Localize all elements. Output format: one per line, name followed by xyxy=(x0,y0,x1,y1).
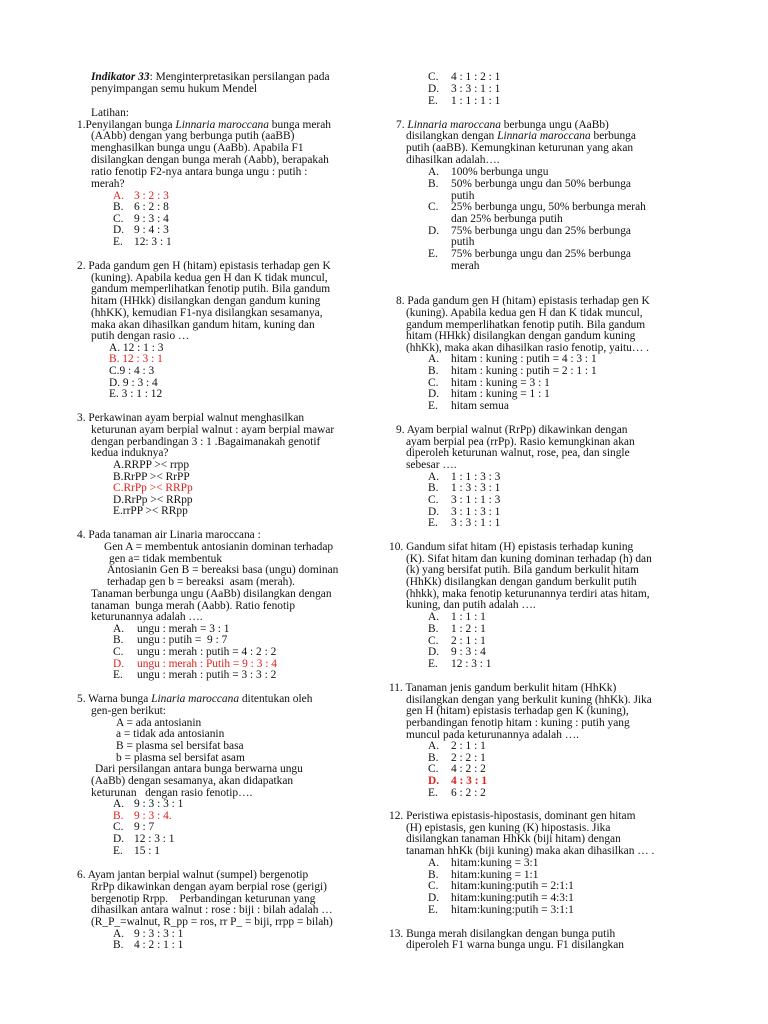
indicator-heading: Indikator 33: Menginterpretasikan persilangan pada xyxy=(91,71,330,83)
indicator-heading-cont: penyimpangan semu hukum Mendel xyxy=(91,83,258,95)
latihan-label: Latihan: xyxy=(91,107,129,119)
answer-option: A. xyxy=(113,190,125,202)
document-page: Indikator 33: Menginterpretasikan persilangan pada penyimpangan semu hukum Mendel Latihan: 1.Penyilangan bunga Linnaria maroccana bunga merah (AAbb) dengan yang berbunga putih (aaBB) menghasilkan bunga ungu (AaBb). Apabila F1 disilangkan dengan bunga merah (Aabb), berapakah ratio fenotip F2-nya antara bunga ungu : putih : merah? A. 3 : 2 : 3 B. 6 : 2 : 8 C. 9 : 3 : 4 D. 9 : 4 : 3 E. 12: 3 : 1 2. Pada gandum gen H (hitam) epistasis terhadap gen K (kuning). Apabila kedua gen H dan K tidak muncul, gandum memperlihatkan fenotip putih. Bila gandum hitam (HHkk) disilangkan dengan gandum kuning (hhKK), kemudian F1-nya disilangkan sesamanya, maka akan dihasilkan gandum hitam, kuning dan putih dengan rasio … A. 12 : 1 : 3 B. 12 : 3 : 1 C.9 : 4 : 3 D. 9 : 3 : 4 E. 3 : 1 : 12 3. Perkawinan ayam berpial walnut menghasilkan keturunan ayam berpial walnut : ayam berpial mawar dengan perbandingan 3 : 1 .Bagaimanakah genotif kedua induknya? A.RRPP >< rrpp B.RrPP >< RrPP C.RrPp >< RRPp D.RrPp >< RRpp E.rrPP >< RRpp 4. Pada tanaman air Linaria maroccana : Gen A = membentuk antosianin dominan terhadap gen a= tidak membentuk Antosianin Gen B = bereaksi basa (ungu) dominan terhadap gen b = bereaksi asam (merah). Tanaman berbunga ungu (AaBb) disilangkan dengan tanaman bunga merah (Aabb). Ratio fenotip keturunannya adalah …. A. ungu : merah = 3 : 1 B. ungu : putih = 9 : 7 C. ungu : merah : putih = 4 : 2 : 2 D. ungu : merah : Putih = 9 : 3 : 4 E. ungu : merah : putih = 3 : 3 : 2 5. Warna bunga Linaria maroccana ditentukan oleh gen-gen berikut: A = ada antosianin a = tidak ada antosianin B = plasma sel bersifat basa b = plasma sel bersifat asam Dari persilangan antara bunga berwarna ungu (AaBb) dengan sesamanya, akan didapatkan keturunan dengan rasio fenotip…. A. 9 : 3 : 3 : 1 B. 9 : 3 : 4. C. 9 : 7 D. 12 : 3 : 1 E. 15 : 1 6. Ayam jantan berpial walnut (sumpel) bergenotip RrPp dikawinkan dengan ayam berpial rose (gerigi) bergenotip Rrpp. Perbandingan keturunan yang dihasilkan antara walnut : rose : biji : bilah adalah … (R_P_=walnut, R_pp = ros, rr P_ = biji, rrpp = bilah) A. 9 : 3 : 3 : 1 B. 4 : 2 : 1 : 1 C. 4 : 1 : 2 : 1 D. 3 : 3 : 1 : 1 E. 1 : 1 : 1 : 1 7. Linnaria maroccana berbunga ungu (AaBb) disilangkan dengan Linnaria maroccana berbunga putih (aaBB). Kemungkinan keturunan yang akan dihasilkan adalah…. A. 100% berbunga ungu B. 50% berbunga ungu dan 50% berbunga putih C. 25% berbunga ungu, 50% berbunga merah dan 25% berbunga putih D. 75% berbunga ungu dan 25% berbunga putih E. 75% berbunga ungu dan 25% berbunga merah 8. Pada gandum gen H (hitam) epistasis terhadap gen K (kuning). Apabila kedua gen H dan K tidak muncul, gandum memperlihatkan fenotip putih. Bila gandum hitam (HHkk) disilangkan dengan gandum kuning (hhKk), maka akan dihasilkan rasio fenotip, yaitu… . A. hitam : kuning : putih = 4 : 3 : 1 B. hitam : kuning : putih = 2 : 1 : 1 C. hitam : kuning = 3 : 1 D. hitam : kuning = 1 : 1 E. hitam semua 9. Ayam berpial walnut (RrPp) dikawinkan dengan ayam berpial pea (rrPp). Rasio kemungkinan akan diperoleh keturunan walnut, rose, pea, dan single sebesar …. A. 1 : 1 : 3 : 3 B. 1 : 3 : 3 : 1 C. 3 : 1 : 1 : 3 D. 3 : 1 : 3 : 1 E. 3 : 3 : 1 : 1 10. Gandum sifat hitam (H) epistasis terhadap kuning (K). Sifat hitam dan kuning dominan terhadap (h) dan (k) yang bersifat putih. Bila gandum berkulit hitam (HhKk) disilangkan dengan gandum berkulit putih (hhkk), maka fenotip keturunannya terdiri atas hitam, kuning, dan putih adalah …. A. 1 : 1 : 1 B. 1 : 2 : 1 C. 2 : 1 : 1 D. 9 : 3 : 4 E. 12 : 3 : 1 11. Tanaman jenis gandum berkulit hitam (HhKk) disilangkan dengan yang berkulit kuning (hhKk). Jika gen H (hitam) epistasis terhadap gen K (kuning), perbandingan fenotip hitam : kuning : putih yang muncul pada keturunannya adalah …. A. 2 : 1 : 1 B. 2 : 2 : 1 C. 4 : 2 : 2 D. 4 : 3 : 1 E. 6 : 2 : 2 12. Peristiwa epistasis-hipostasis, dominant gen hitam (H) epistasis, gen kuning (K) hipostasis. Jika disilangkan tanaman HhKk (biji hitam) dengan tanaman hhKk (biji kuning) maka akan dihasilkan … . A. hitam:kuning = 3:1 B. hitam:kuning = 1:1 C. hitam:kuning:putih = 2:1:1 D. hitam:kuning:putih = 4:3:1 E. hitam:kuning:putih = 3:1:1 13. Bunga merah disilangkan dengan bunga putih diperoleh F1 warna bunga ungu. F1 disilangkan xyxy=(77,71,655,951)
